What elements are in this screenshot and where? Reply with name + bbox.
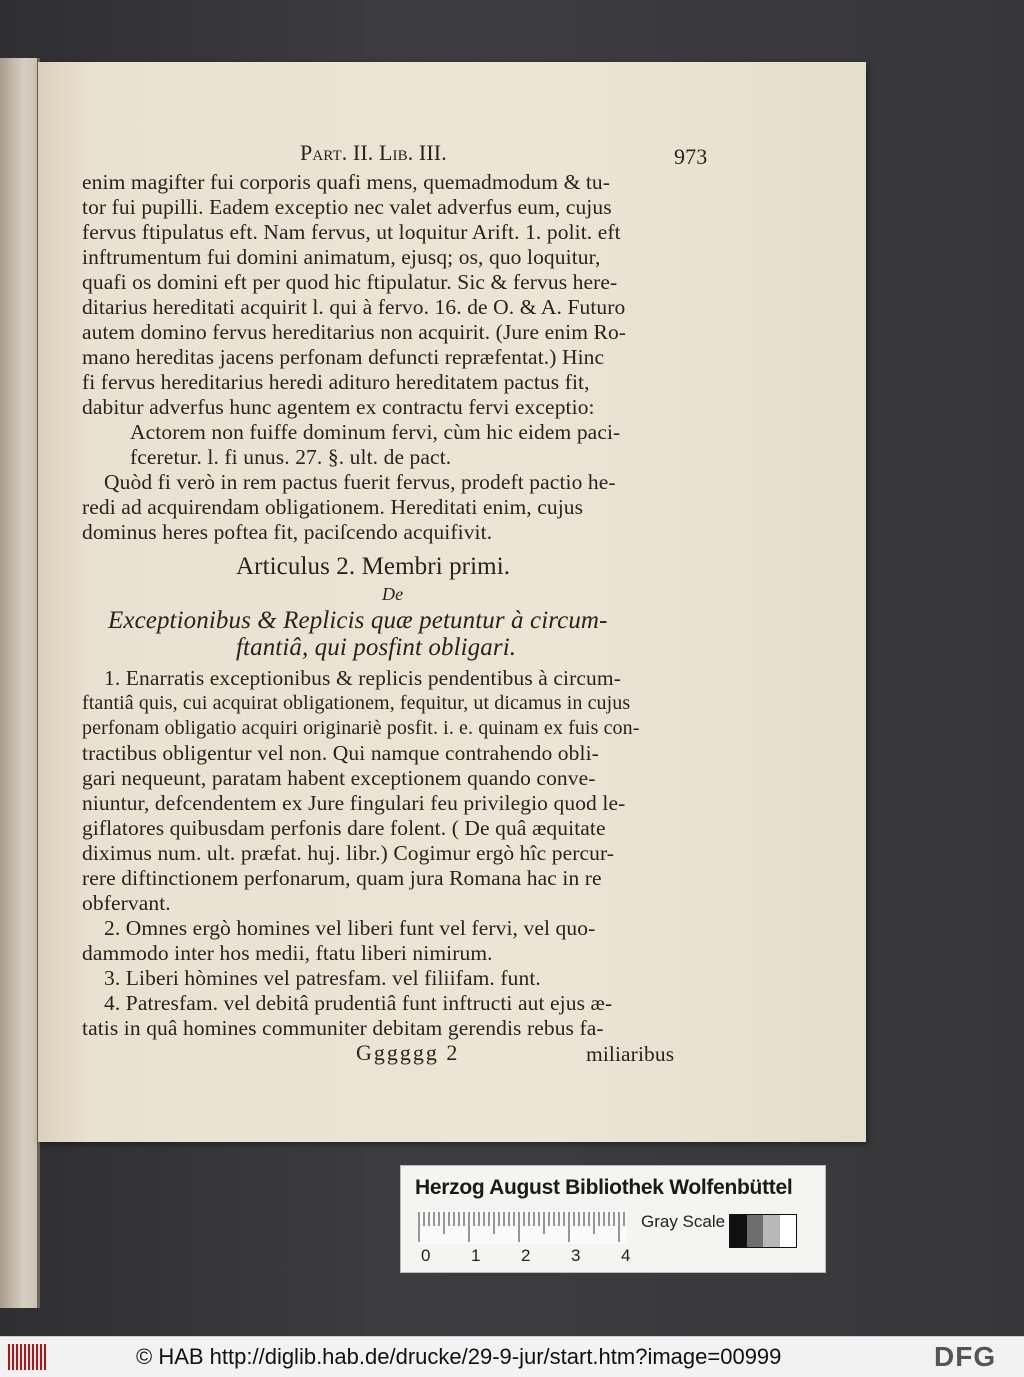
text-line: perfonam obligatio acquiri originariè posfit. i. e. quinam ex fuis con- — [82, 717, 640, 739]
text-line: tatis in quâ homines communiter debitam gerendis rebus fa- — [82, 1016, 604, 1040]
color-reference-card — [400, 1165, 826, 1273]
text-line: dabitur adverfus hunc agentem ex contractu fervi exceptio: — [82, 395, 595, 419]
source-link[interactable]: © HAB http://diglib.hab.de/drucke/29-9-jur/start.htm?image=00999 — [136, 1344, 782, 1369]
text-line: fervus ftipulatus eft. Nam fervus, ut loquitur Arift. 1. polit. eft — [82, 220, 621, 244]
ruler-number: 3 — [571, 1246, 581, 1265]
ruler-number: 4 — [621, 1246, 631, 1265]
article-title-line: Exceptionibus & Replicis quæ petuntur à circum- — [108, 607, 608, 634]
text-line: 2. Omnes ergò homines vel liberi funt vel fervi, vel quo- — [104, 916, 596, 940]
text-line: dominus heres poftea fit, paciſcendo acquifivit. — [82, 520, 493, 544]
article-title-line: ftantiâ, qui posfint obligari. — [236, 634, 517, 661]
text-line: ditarius hereditati acquirit l. qui à fervo. 16. de O. & A. Futuro — [82, 295, 626, 319]
text-line: 1. Enarratis exceptionibus & replicis pendentibus à circum- — [104, 666, 621, 690]
quote-line: fceretur. l. fi unus. 27. §. ult. de pact. — [130, 445, 452, 469]
text-line: redi ad acquirendam obligationem. Hereditati enim, cujus — [82, 495, 584, 519]
text-line: mano hereditas jacens perfonam defuncti repræfentat.) Hinc — [82, 345, 605, 369]
text-line: giflatores quibusdam perfonis dare folent. ( De quâ æquitate — [82, 816, 606, 840]
text-line: 4. Patresfam. vel debitâ prudentiâ funt inftructi aut ejus æ- — [104, 991, 613, 1015]
text-line: fi fervus hereditarius heredi adituro hereditatem pactus fit, — [82, 370, 590, 394]
article-heading: Articulus 2. Membri primi. — [236, 553, 511, 580]
text-line: rere diftinctionem perfonarum, quam jura Romana hac in re — [82, 866, 602, 890]
previous-page-edge — [0, 58, 40, 1308]
text-line: dammodo inter hos medii, ftatu liberi nimirum. — [82, 941, 493, 965]
text-line: diximus num. ult. præfat. huj. libr.) Cogimur ergò hîc percur- — [82, 841, 615, 865]
gray-swatch — [747, 1215, 764, 1247]
catchword: miliaribus — [586, 1042, 675, 1066]
quote-line: Actorem non fuiffe dominum fervi, cùm hic eidem paci- — [130, 420, 621, 444]
card-title: Herzog August Bibliothek Wolfenbüttel — [415, 1176, 793, 1199]
running-head: Part. II. Lib. III. — [300, 140, 447, 165]
text-line: inftrumentum fui domini animatum, ejusq; os, quo loquitur, — [82, 245, 601, 269]
signature-mark: Gggggg 2 — [356, 1040, 460, 1065]
text-line: gari nequeunt, paratam habent exceptionem quando conve- — [82, 766, 596, 790]
text-line: 3. Liberi hòmines vel patresfam. vel filiifam. funt. — [104, 966, 541, 990]
ruler-scale — [417, 1210, 627, 1244]
ruler-number: 0 — [421, 1246, 431, 1265]
gray-swatch — [730, 1215, 747, 1247]
text-line: quafi os domini eft per quod hic ftipulatur. Sic & fervus here- — [82, 270, 618, 294]
text-line: Quòd fi verò in rem pactus fuerit fervus, prodeft pactio he- — [104, 470, 616, 494]
article-de: De — [382, 584, 404, 604]
text-line: tractibus obligentur vel non. Qui namque contrahendo obli- — [82, 741, 599, 765]
text-line: enim magifter fui corporis quafi mens, quemadmodum & tu- — [82, 170, 611, 194]
book-page — [38, 62, 866, 1142]
gray-scale-label: Gray Scale — [641, 1212, 726, 1231]
ruler-number: 2 — [521, 1246, 531, 1265]
dfg-logo: DFG — [934, 1341, 997, 1372]
gray-swatches — [729, 1214, 797, 1248]
barcode-icon — [8, 1344, 48, 1370]
gray-swatch — [780, 1215, 797, 1247]
text-line: tor fui pupilli. Eadem exceptio nec valet adverfus eum, cujus — [82, 195, 612, 219]
text-line: autem domino fervus hereditarius non acquirit. (Jure enim Ro- — [82, 320, 627, 344]
viewer-footer — [0, 1336, 1024, 1377]
ruler-number: 1 — [471, 1246, 481, 1265]
gray-swatch — [763, 1215, 780, 1247]
text-line: ftantiâ quis, cui acquirat obligationem, fequitur, ut dicamus in cujus — [82, 692, 631, 714]
page-number: 973 — [674, 144, 708, 169]
text-line: obfervant. — [82, 891, 171, 915]
text-line: niuntur, defcendentem ex Jure fingulari feu privilegio quod le- — [82, 791, 626, 815]
